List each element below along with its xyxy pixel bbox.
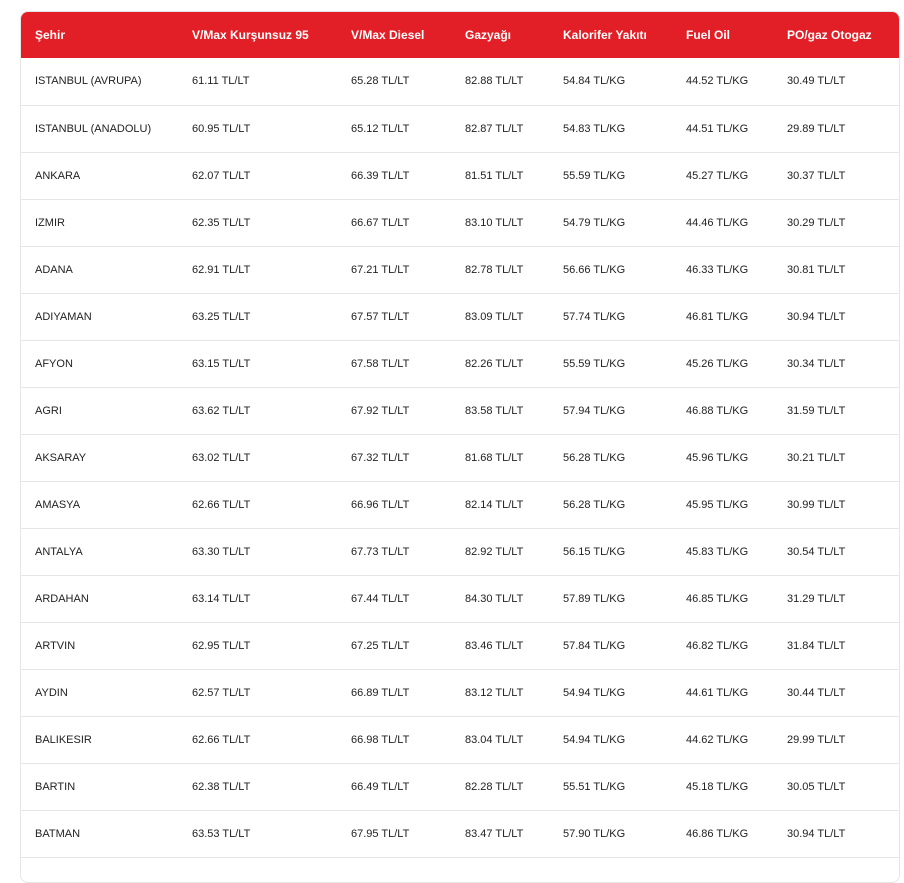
city-cell: BARTIN <box>35 780 76 793</box>
heating-oil-cell: 54.84 TL/KG <box>563 75 626 88</box>
table-row <box>21 387 899 434</box>
vmax-unleaded-95-cell: 62.57 TL/LT <box>192 686 251 699</box>
vmax-unleaded-95-cell: 62.66 TL/LT <box>192 498 251 511</box>
vmax-diesel-cell: 67.32 TL/LT <box>351 451 410 464</box>
column-header-vmax-diesel: V/Max Diesel <box>351 28 425 42</box>
heating-oil-cell: 54.79 TL/KG <box>563 216 626 229</box>
vmax-diesel-cell: 66.89 TL/LT <box>351 686 410 699</box>
heating-oil-cell: 56.66 TL/KG <box>563 263 626 276</box>
vmax-unleaded-95-cell: 62.91 TL/LT <box>192 263 251 276</box>
autogas-cell: 30.81 TL/LT <box>787 263 846 276</box>
table-row <box>21 434 899 481</box>
vmax-diesel-cell: 66.49 TL/LT <box>351 780 410 793</box>
heating-oil-cell: 57.89 TL/KG <box>563 592 626 605</box>
column-header-kerosene: Gazyağı <box>465 28 512 42</box>
kerosene-cell: 83.12 TL/LT <box>465 686 524 699</box>
vmax-diesel-cell: 66.67 TL/LT <box>351 216 410 229</box>
fuel-oil-cell: 46.85 TL/KG <box>686 592 749 605</box>
heating-oil-cell: 55.59 TL/KG <box>563 357 626 370</box>
fuel-oil-cell: 45.27 TL/KG <box>686 169 749 182</box>
autogas-cell: 30.29 TL/LT <box>787 216 846 229</box>
table-row <box>21 763 899 810</box>
vmax-diesel-cell: 67.92 TL/LT <box>351 404 410 417</box>
column-header-city: Şehir <box>35 28 66 42</box>
vmax-diesel-cell: 67.21 TL/LT <box>351 263 410 276</box>
city-cell: ARTVIN <box>35 639 76 652</box>
table-row <box>21 105 899 152</box>
kerosene-cell: 82.87 TL/LT <box>465 122 524 135</box>
table-row <box>21 340 899 387</box>
vmax-unleaded-95-cell: 62.38 TL/LT <box>192 780 251 793</box>
kerosene-cell: 82.88 TL/LT <box>465 75 524 88</box>
vmax-diesel-cell: 66.98 TL/LT <box>351 733 410 746</box>
kerosene-cell: 82.14 TL/LT <box>465 498 524 511</box>
autogas-cell: 30.54 TL/LT <box>787 545 846 558</box>
city-cell: AYDIN <box>35 686 68 699</box>
kerosene-cell: 81.51 TL/LT <box>465 169 524 182</box>
vmax-unleaded-95-cell: 63.62 TL/LT <box>192 404 251 417</box>
fuel-oil-cell: 46.33 TL/KG <box>686 263 749 276</box>
fuel-oil-cell: 46.88 TL/KG <box>686 404 749 417</box>
fuel-oil-cell: 44.52 TL/KG <box>686 75 749 88</box>
table-row <box>21 199 899 246</box>
vmax-diesel-cell: 67.44 TL/LT <box>351 592 410 605</box>
table-body <box>21 58 899 857</box>
fuel-oil-cell: 45.83 TL/KG <box>686 545 749 558</box>
vmax-unleaded-95-cell: 63.25 TL/LT <box>192 310 251 323</box>
vmax-unleaded-95-cell: 62.07 TL/LT <box>192 169 251 182</box>
fuel-oil-cell: 45.26 TL/KG <box>686 357 749 370</box>
city-cell: ANKARA <box>35 169 81 182</box>
autogas-cell: 31.84 TL/LT <box>787 639 846 652</box>
heating-oil-cell: 55.51 TL/KG <box>563 780 626 793</box>
column-header-fuel-oil: Fuel Oil <box>686 28 731 42</box>
kerosene-cell: 82.28 TL/LT <box>465 780 524 793</box>
heating-oil-cell: 54.83 TL/KG <box>563 122 626 135</box>
vmax-diesel-cell: 65.28 TL/LT <box>351 75 410 88</box>
city-cell: ISTANBUL (ANADOLU) <box>35 122 152 135</box>
vmax-unleaded-95-cell: 61.11 TL/LT <box>192 75 250 88</box>
fuel-oil-cell: 44.46 TL/KG <box>686 216 749 229</box>
vmax-unleaded-95-cell: 60.95 TL/LT <box>192 122 251 135</box>
kerosene-cell: 84.30 TL/LT <box>465 592 524 605</box>
heating-oil-cell: 54.94 TL/KG <box>563 733 626 746</box>
fuel-oil-cell: 46.82 TL/KG <box>686 639 749 652</box>
fuel-oil-cell: 44.61 TL/KG <box>686 686 749 699</box>
table-row <box>21 152 899 199</box>
vmax-unleaded-95-cell: 63.53 TL/LT <box>192 827 251 840</box>
autogas-cell: 31.59 TL/LT <box>787 404 846 417</box>
vmax-diesel-cell: 67.25 TL/LT <box>351 639 410 652</box>
vmax-diesel-cell: 67.57 TL/LT <box>351 310 410 323</box>
table-row <box>21 293 899 340</box>
heating-oil-cell: 57.90 TL/KG <box>563 827 626 840</box>
table-header-row <box>21 12 899 58</box>
kerosene-cell: 83.09 TL/LT <box>465 310 524 323</box>
heating-oil-cell: 57.94 TL/KG <box>563 404 626 417</box>
autogas-cell: 30.21 TL/LT <box>787 451 846 464</box>
autogas-cell: 30.44 TL/LT <box>787 686 846 699</box>
table-row <box>21 575 899 622</box>
vmax-unleaded-95-cell: 62.66 TL/LT <box>192 733 251 746</box>
vmax-diesel-cell: 67.95 TL/LT <box>351 827 410 840</box>
kerosene-cell: 81.68 TL/LT <box>465 451 524 464</box>
table-row <box>21 58 899 105</box>
autogas-cell: 30.94 TL/LT <box>787 827 846 840</box>
table-row <box>21 669 899 716</box>
kerosene-cell: 83.10 TL/LT <box>465 216 524 229</box>
city-cell: IZMIR <box>35 216 65 229</box>
fuel-oil-cell: 45.95 TL/KG <box>686 498 749 511</box>
fuel-price-table-container <box>20 11 900 883</box>
autogas-cell: 30.05 TL/LT <box>787 780 846 793</box>
vmax-diesel-cell: 67.58 TL/LT <box>351 357 410 370</box>
vmax-diesel-cell: 65.12 TL/LT <box>351 122 410 135</box>
autogas-cell: 29.99 TL/LT <box>787 733 846 746</box>
autogas-cell: 30.37 TL/LT <box>787 169 846 182</box>
vmax-unleaded-95-cell: 62.95 TL/LT <box>192 639 251 652</box>
city-cell: ADANA <box>35 263 73 276</box>
column-header-autogas: PO/gaz Otogaz <box>787 28 872 42</box>
kerosene-cell: 83.47 TL/LT <box>465 827 524 840</box>
heating-oil-cell: 56.28 TL/KG <box>563 451 626 464</box>
vmax-unleaded-95-cell: 63.02 TL/LT <box>192 451 251 464</box>
autogas-cell: 31.29 TL/LT <box>787 592 846 605</box>
table-row <box>21 246 899 293</box>
city-cell: AFYON <box>35 357 73 370</box>
heating-oil-cell: 57.74 TL/KG <box>563 310 626 323</box>
city-cell: AGRI <box>35 404 62 417</box>
city-cell: ISTANBUL (AVRUPA) <box>35 75 142 88</box>
kerosene-cell: 83.04 TL/LT <box>465 733 524 746</box>
vmax-diesel-cell: 67.73 TL/LT <box>351 545 410 558</box>
fuel-oil-cell: 44.51 TL/KG <box>686 122 749 135</box>
heating-oil-cell: 57.84 TL/KG <box>563 639 626 652</box>
vmax-diesel-cell: 66.96 TL/LT <box>351 498 410 511</box>
fuel-oil-cell: 46.86 TL/KG <box>686 827 749 840</box>
table-row <box>21 528 899 575</box>
city-cell: ARDAHAN <box>35 592 89 605</box>
heating-oil-cell: 56.28 TL/KG <box>563 498 626 511</box>
city-cell: AKSARAY <box>35 451 87 464</box>
heating-oil-cell: 56.15 TL/KG <box>563 545 626 558</box>
vmax-diesel-cell: 66.39 TL/LT <box>351 169 410 182</box>
vmax-unleaded-95-cell: 63.15 TL/LT <box>192 357 251 370</box>
column-header-vmax-unleaded-95: V/Max Kurşunsuz 95 <box>192 28 309 42</box>
column-header-heating-oil: Kalorifer Yakıtı <box>563 28 647 42</box>
city-cell: ANTALYA <box>35 545 83 558</box>
kerosene-cell: 82.26 TL/LT <box>465 357 524 370</box>
heating-oil-cell: 55.59 TL/KG <box>563 169 626 182</box>
autogas-cell: 30.49 TL/LT <box>787 75 846 88</box>
vmax-unleaded-95-cell: 63.30 TL/LT <box>192 545 251 558</box>
vmax-unleaded-95-cell: 62.35 TL/LT <box>192 216 251 229</box>
fuel-oil-cell: 45.96 TL/KG <box>686 451 749 464</box>
city-cell: BALIKESIR <box>35 733 92 746</box>
fuel-oil-cell: 45.18 TL/KG <box>686 780 749 793</box>
vmax-unleaded-95-cell: 63.14 TL/LT <box>192 592 251 605</box>
fuel-oil-cell: 46.81 TL/KG <box>686 310 749 323</box>
table-row <box>21 810 899 857</box>
autogas-cell: 30.34 TL/LT <box>787 357 846 370</box>
autogas-cell: 30.94 TL/LT <box>787 310 846 323</box>
heating-oil-cell: 54.94 TL/KG <box>563 686 626 699</box>
kerosene-cell: 82.78 TL/LT <box>465 263 524 276</box>
table-row <box>21 622 899 669</box>
table-row <box>21 716 899 763</box>
kerosene-cell: 83.58 TL/LT <box>465 404 524 417</box>
autogas-cell: 29.89 TL/LT <box>787 122 846 135</box>
kerosene-cell: 82.92 TL/LT <box>465 545 524 558</box>
table-row <box>21 481 899 528</box>
fuel-price-table <box>21 12 899 858</box>
city-cell: AMASYA <box>35 498 81 511</box>
autogas-cell: 30.99 TL/LT <box>787 498 846 511</box>
kerosene-cell: 83.46 TL/LT <box>465 639 524 652</box>
city-cell: BATMAN <box>35 827 81 840</box>
city-cell: ADIYAMAN <box>35 310 92 323</box>
fuel-oil-cell: 44.62 TL/KG <box>686 733 749 746</box>
